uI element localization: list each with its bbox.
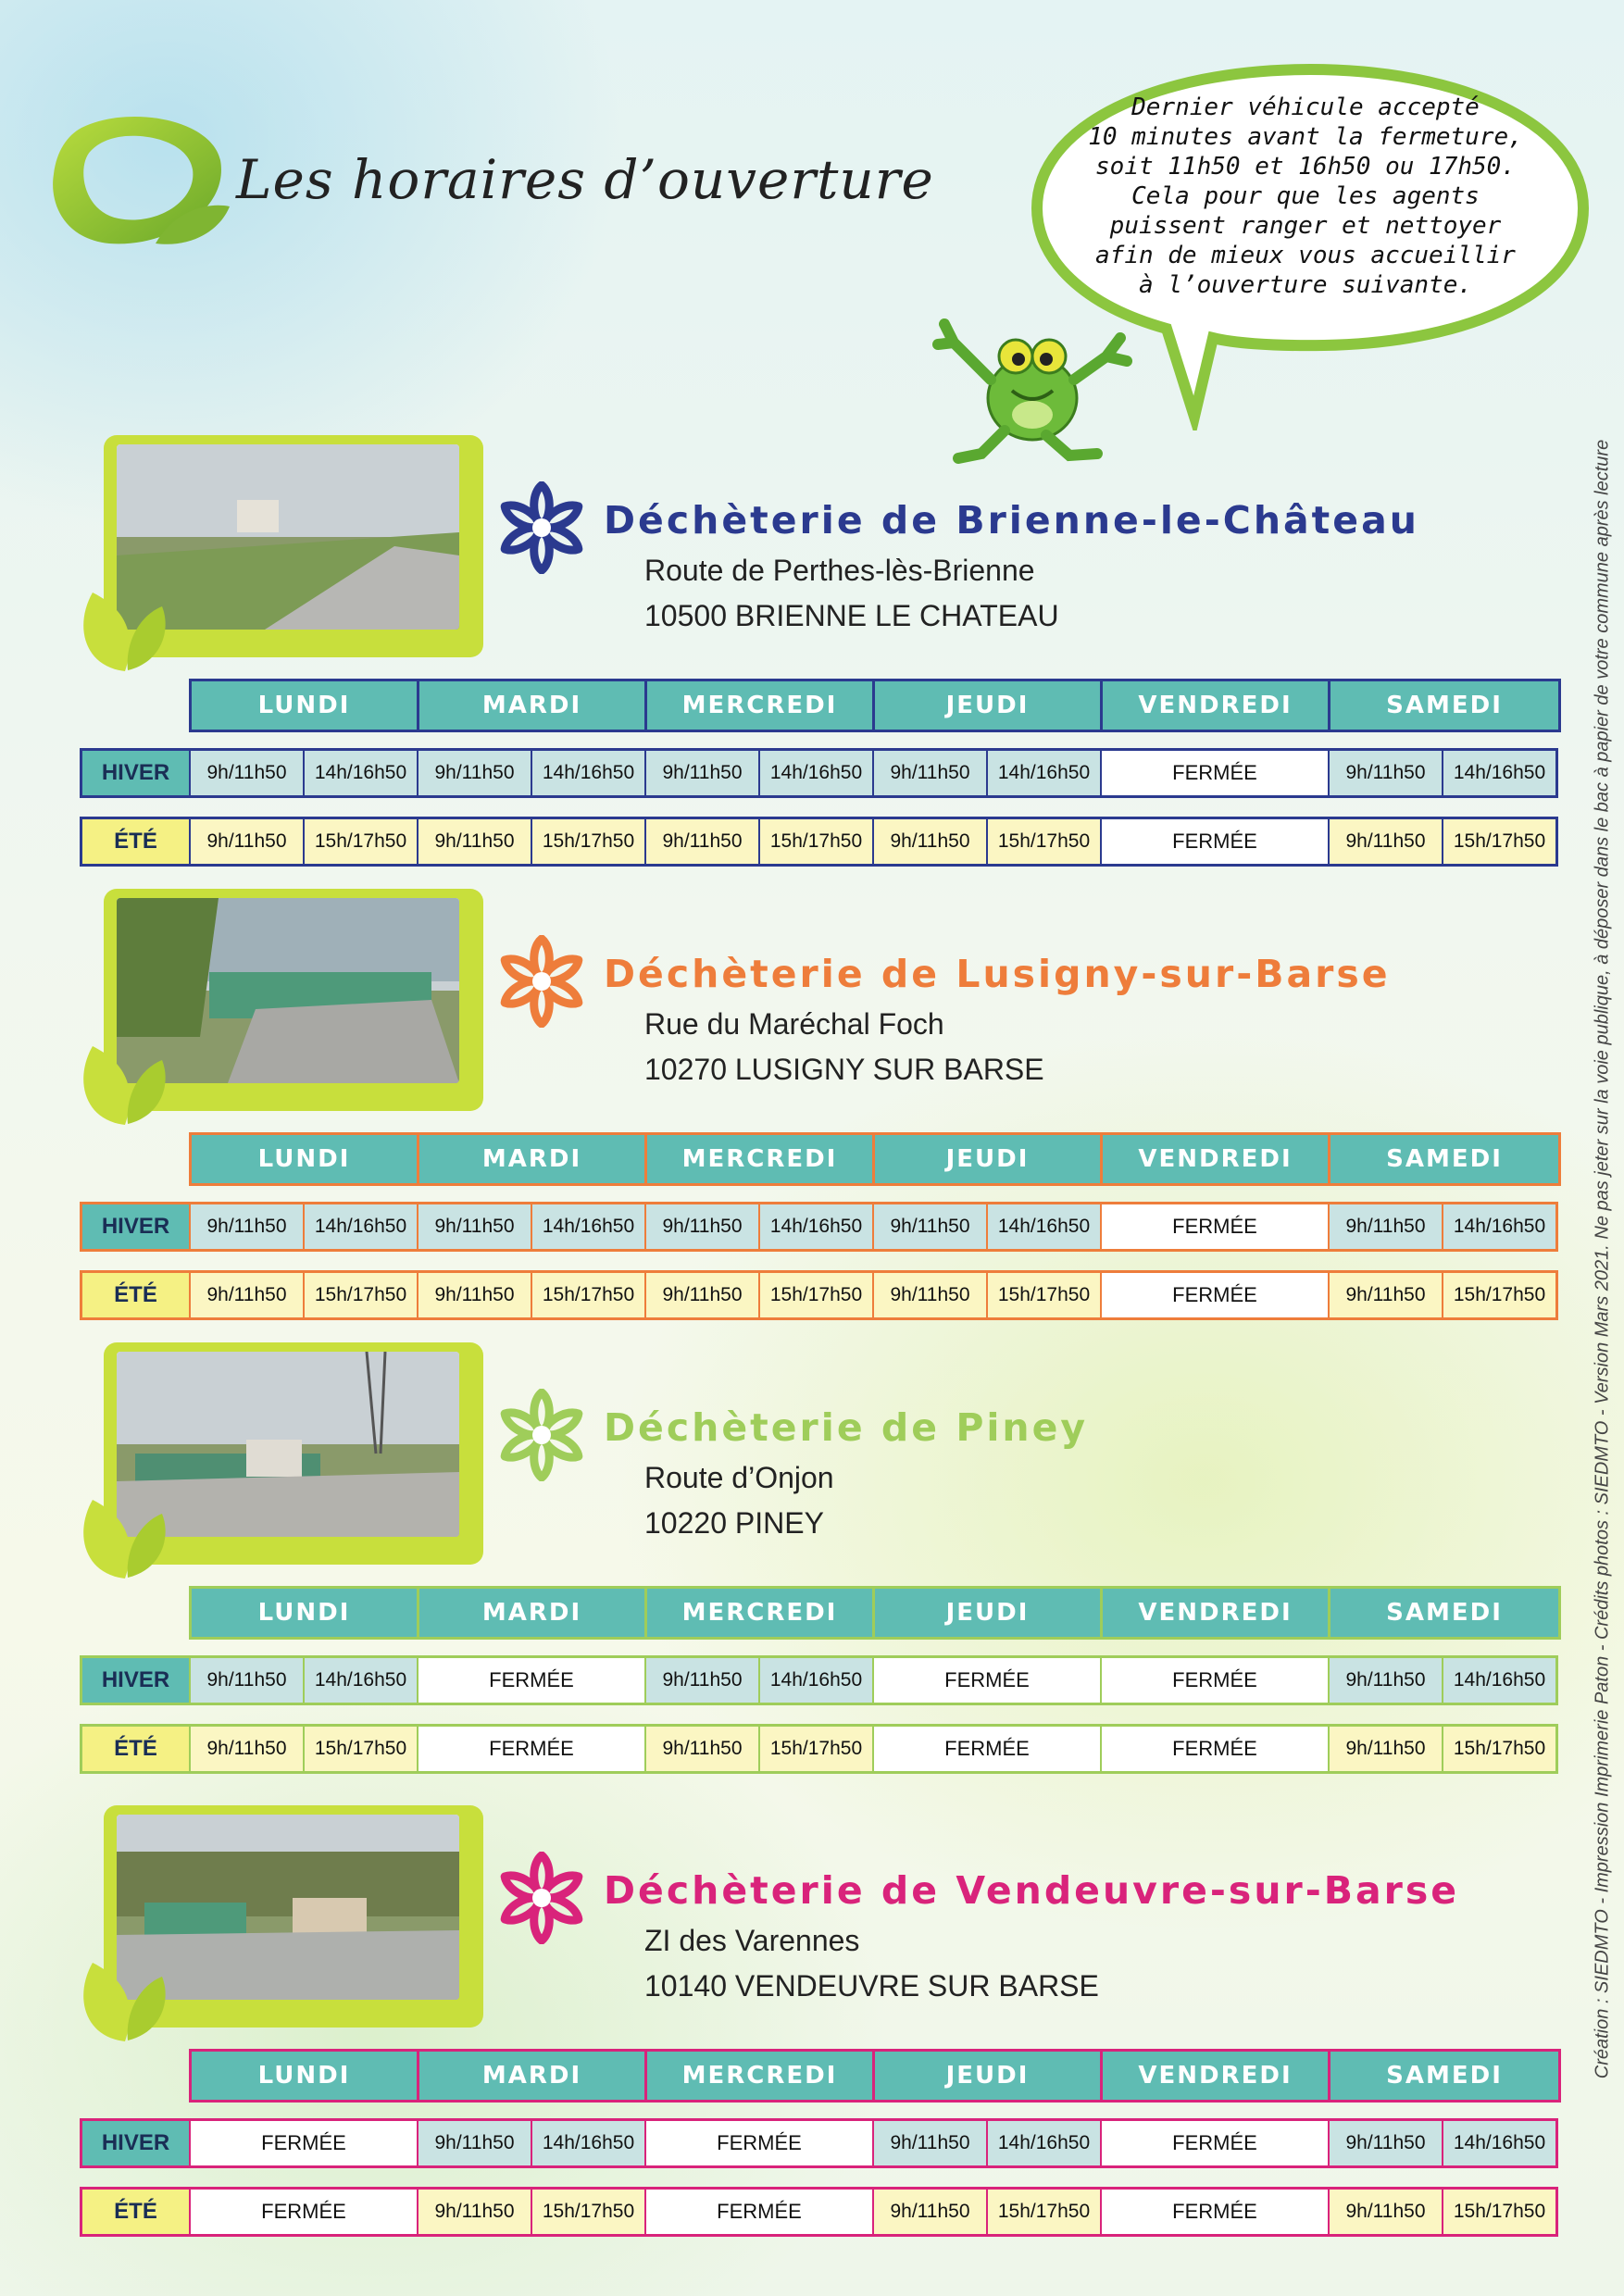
closed-cell: FERMÉE	[1100, 1727, 1328, 1771]
day-header: JEUDI	[875, 1135, 1103, 1183]
hours-cell: 9h/11h50	[872, 819, 986, 864]
day-header: VENDREDI	[1103, 1135, 1330, 1183]
hours-cell: 14h/16h50	[1442, 1658, 1555, 1703]
frog-mascot-icon	[931, 306, 1134, 468]
leaf-icon	[74, 574, 176, 676]
leaf-icon	[74, 1028, 176, 1129]
closed-cell: FERMÉE	[1100, 1273, 1328, 1317]
site-name: Déchèterie de Piney	[604, 1405, 1089, 1450]
hours-cell: 9h/11h50	[872, 2121, 986, 2165]
hours-cell: 9h/11h50	[1328, 819, 1442, 864]
credits-side-note	[1589, 231, 1617, 2287]
hours-cell: 14h/16h50	[986, 751, 1100, 795]
hours-cell: 15h/17h50	[986, 1273, 1100, 1317]
winter-schedule-row	[80, 2118, 1558, 2168]
hours-cell: 14h/16h50	[303, 1204, 417, 1249]
winter-schedule-row	[80, 1202, 1558, 1252]
site-name: Déchèterie de Brienne-le-Château	[604, 498, 1419, 543]
summer-schedule-row	[80, 1270, 1558, 1320]
hours-cell: 9h/11h50	[417, 2190, 531, 2234]
hours-cell: 9h/11h50	[1328, 1658, 1442, 1703]
day-header: MARDI	[419, 681, 647, 730]
hours-cell: 15h/17h50	[986, 2190, 1100, 2234]
site-address-city: 10140 VENDEUVRE SUR BARSE	[644, 1969, 1099, 2003]
hours-cell: 9h/11h50	[1328, 1273, 1442, 1317]
hours-cell: 9h/11h50	[872, 1273, 986, 1317]
leaf-icon	[74, 1944, 176, 2046]
hours-cell: 14h/16h50	[986, 2121, 1100, 2165]
hours-cell: 9h/11h50	[417, 2121, 531, 2165]
day-header: MERCREDI	[647, 2052, 875, 2100]
bubble-text: Dernier véhicule accepté 10 minutes avant la fermeture, soit 11h50 et 16h50 ou 17h50. Cela pour que les agents puissent ranger et nettoyer afin de mieux vous accueillir à l’ouverture suivante.	[1088, 94, 1523, 299]
hours-cell: 9h/11h50	[644, 751, 758, 795]
day-header: MARDI	[419, 1135, 647, 1183]
closed-cell: FERMÉE	[1100, 2121, 1328, 2165]
closed-cell: FERMÉE	[1100, 751, 1328, 795]
hours-cell: 14h/16h50	[303, 751, 417, 795]
day-header-row	[189, 679, 1561, 732]
site-name: Déchèterie de Vendeuvre-sur-Barse	[604, 1868, 1460, 1913]
hours-cell: 9h/11h50	[189, 1658, 303, 1703]
closed-cell: FERMÉE	[644, 2121, 872, 2165]
hours-cell: 9h/11h50	[189, 1727, 303, 1771]
site-address-street: Route d’Onjon	[644, 1461, 834, 1494]
site-name: Déchèterie de Lusigny-sur-Barse	[604, 952, 1391, 996]
site-photo-frame	[104, 889, 483, 1111]
hours-cell: 14h/16h50	[758, 751, 872, 795]
site-address-city: 10500 BRIENNE LE CHATEAU	[644, 599, 1059, 632]
hours-cell: 14h/16h50	[531, 2121, 644, 2165]
closed-cell: FERMÉE	[872, 1658, 1100, 1703]
site-address-city: 10220 PINEY	[644, 1506, 824, 1540]
day-header: MARDI	[419, 1589, 647, 1637]
site-address-street: ZI des Varennes	[644, 1924, 860, 1957]
hours-cell: 9h/11h50	[644, 1727, 758, 1771]
site-photo-frame	[104, 1805, 483, 2028]
hours-cell: 15h/17h50	[303, 819, 417, 864]
green-ring-logo-icon	[44, 109, 239, 257]
page-title: Les horaires d’ouverture	[236, 148, 934, 211]
hours-cell: 14h/16h50	[1442, 2121, 1555, 2165]
closed-cell: FERMÉE	[189, 2121, 417, 2165]
day-header: MARDI	[419, 2052, 647, 2100]
closed-cell: FERMÉE	[872, 1727, 1100, 1771]
winter-schedule-row	[80, 1655, 1558, 1705]
site-address-city: 10270 LUSIGNY SUR BARSE	[644, 1053, 1044, 1086]
hours-cell: 14h/16h50	[531, 1204, 644, 1249]
day-header-row	[189, 1586, 1561, 1640]
day-header: SAMEDI	[1330, 1135, 1558, 1183]
hours-cell: 9h/11h50	[644, 819, 758, 864]
hours-cell: 14h/16h50	[303, 1658, 417, 1703]
site-address-street: Route de Perthes-lès-Brienne	[644, 554, 1035, 587]
hours-cell: 15h/17h50	[303, 1727, 417, 1771]
day-header-row	[189, 1132, 1561, 1186]
hours-cell: 9h/11h50	[417, 751, 531, 795]
hours-cell: 15h/17h50	[531, 819, 644, 864]
hours-cell: 14h/16h50	[758, 1204, 872, 1249]
leaf-icon	[74, 1481, 176, 1583]
closed-cell: FERMÉE	[1100, 1658, 1328, 1703]
hours-cell: 15h/17h50	[1442, 1727, 1555, 1771]
hours-cell: 15h/17h50	[758, 819, 872, 864]
winter-season-label: HIVER	[82, 751, 189, 795]
day-header: MERCREDI	[647, 1135, 875, 1183]
closed-cell: FERMÉE	[1100, 2190, 1328, 2234]
day-header: MERCREDI	[647, 681, 875, 730]
day-header-row	[189, 2049, 1561, 2103]
site-address-street: Rue du Maréchal Foch	[644, 1007, 944, 1041]
hours-cell: 15h/17h50	[531, 2190, 644, 2234]
closed-cell: FERMÉE	[189, 2190, 417, 2234]
hours-cell: 14h/16h50	[986, 1204, 1100, 1249]
day-header: LUNDI	[192, 1135, 419, 1183]
hours-cell: 9h/11h50	[1328, 1727, 1442, 1771]
hours-cell: 9h/11h50	[189, 751, 303, 795]
day-header: VENDREDI	[1103, 1589, 1330, 1637]
hours-cell: 15h/17h50	[1442, 2190, 1555, 2234]
hours-cell: 14h/16h50	[758, 1658, 872, 1703]
flower-logo-icon	[495, 935, 588, 1028]
hours-cell: 9h/11h50	[417, 1273, 531, 1317]
hours-cell: 9h/11h50	[189, 1204, 303, 1249]
summer-season-label: ÉTÉ	[82, 1727, 189, 1771]
day-header: SAMEDI	[1330, 681, 1558, 730]
day-header: VENDREDI	[1103, 2052, 1330, 2100]
day-header: LUNDI	[192, 1589, 419, 1637]
day-header: SAMEDI	[1330, 2052, 1558, 2100]
summer-season-label: ÉTÉ	[82, 1273, 189, 1317]
hours-cell: 9h/11h50	[1328, 2121, 1442, 2165]
hours-cell: 9h/11h50	[189, 819, 303, 864]
closed-cell: FERMÉE	[1100, 1204, 1328, 1249]
flower-logo-icon	[495, 1389, 588, 1481]
day-header: JEUDI	[875, 1589, 1103, 1637]
hours-cell: 15h/17h50	[1442, 1273, 1555, 1317]
summer-schedule-row	[80, 817, 1558, 867]
winter-season-label: HIVER	[82, 1204, 189, 1249]
day-header: JEUDI	[875, 2052, 1103, 2100]
hours-cell: 14h/16h50	[1442, 751, 1555, 795]
hours-cell: 15h/17h50	[303, 1273, 417, 1317]
hours-cell: 14h/16h50	[531, 751, 644, 795]
winter-season-label: HIVER	[82, 2121, 189, 2165]
summer-schedule-row	[80, 2187, 1558, 2237]
day-header: LUNDI	[192, 2052, 419, 2100]
summer-schedule-row	[80, 1724, 1558, 1774]
day-header: VENDREDI	[1103, 681, 1330, 730]
closed-cell: FERMÉE	[644, 2190, 872, 2234]
hours-cell: 9h/11h50	[644, 1204, 758, 1249]
hours-cell: 9h/11h50	[1328, 2190, 1442, 2234]
summer-season-label: ÉTÉ	[82, 819, 189, 864]
site-photo-frame	[104, 435, 483, 657]
day-header: SAMEDI	[1330, 1589, 1558, 1637]
hours-cell: 9h/11h50	[644, 1273, 758, 1317]
hours-cell: 15h/17h50	[531, 1273, 644, 1317]
winter-season-label: HIVER	[82, 1658, 189, 1703]
credits-text: Création : SIEDMTO - Impression Imprimerie Paton - Crédits photos : SIEDMTO - Version Mars 2021. Ne pas jeter sur la voie publique, à déposer dans le bac à papier de votre commune après lecture	[1592, 439, 1613, 2079]
closed-cell: FERMÉE	[417, 1727, 644, 1771]
flower-logo-icon	[495, 1852, 588, 1944]
hours-cell: 15h/17h50	[1442, 819, 1555, 864]
winter-schedule-row	[80, 748, 1558, 798]
hours-cell: 9h/11h50	[872, 1204, 986, 1249]
summer-season-label: ÉTÉ	[82, 2190, 189, 2234]
closed-cell: FERMÉE	[417, 1658, 644, 1703]
hours-cell: 9h/11h50	[189, 1273, 303, 1317]
hours-cell: 15h/17h50	[758, 1727, 872, 1771]
hours-cell: 15h/17h50	[986, 819, 1100, 864]
hours-cell: 9h/11h50	[644, 1658, 758, 1703]
hours-cell: 15h/17h50	[758, 1273, 872, 1317]
day-header: JEUDI	[875, 681, 1103, 730]
day-header: MERCREDI	[647, 1589, 875, 1637]
hours-cell: 9h/11h50	[417, 819, 531, 864]
hours-cell: 9h/11h50	[1328, 751, 1442, 795]
day-header: LUNDI	[192, 681, 419, 730]
closed-cell: FERMÉE	[1100, 819, 1328, 864]
hours-cell: 9h/11h50	[872, 751, 986, 795]
hours-cell: 9h/11h50	[417, 1204, 531, 1249]
hours-cell: 14h/16h50	[1442, 1204, 1555, 1249]
hours-cell: 9h/11h50	[1328, 1204, 1442, 1249]
site-photo-frame	[104, 1342, 483, 1565]
flower-logo-icon	[495, 481, 588, 574]
hours-cell: 9h/11h50	[872, 2190, 986, 2234]
